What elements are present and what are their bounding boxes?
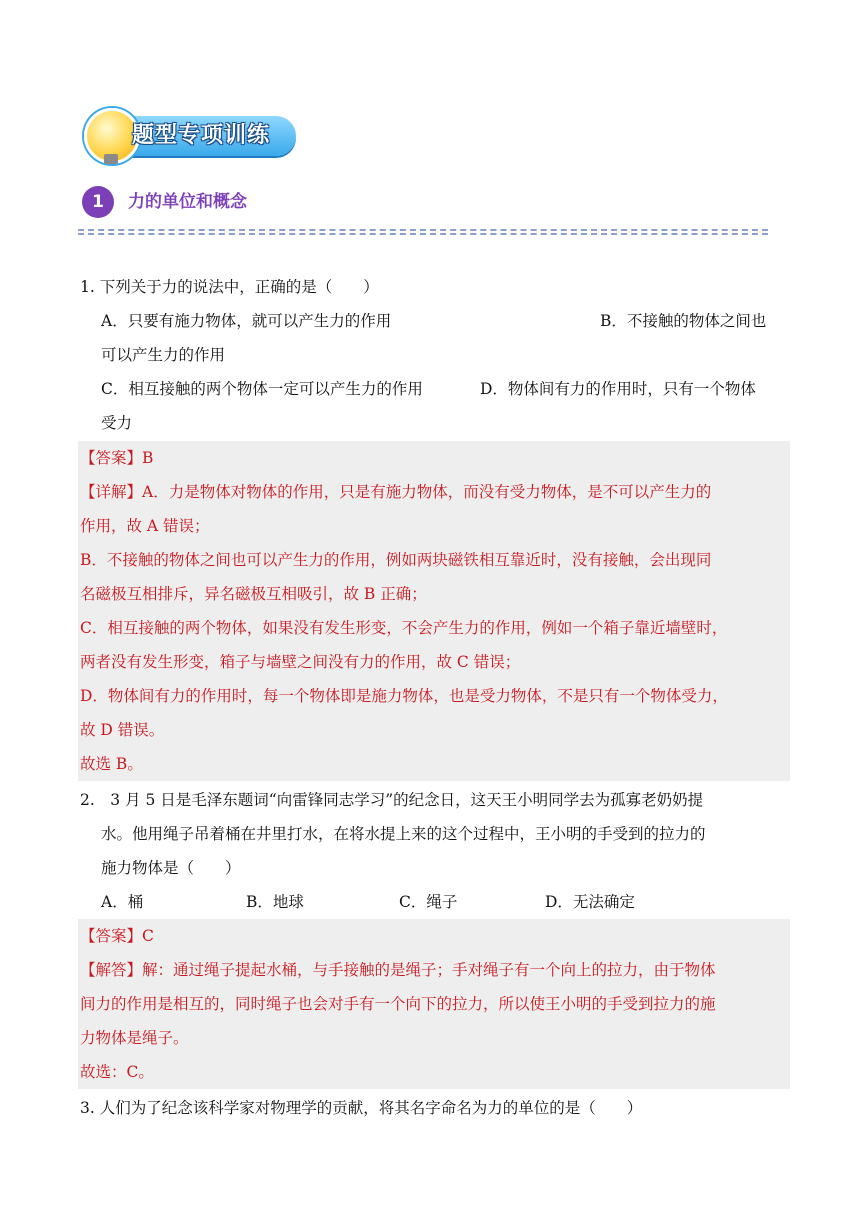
q2-option-b: B．地球	[246, 893, 304, 911]
q1-detail-line-3: B．不接触的物体之间也可以产生力的作用，例如两块磁铁相互靠近时，没有接触，会出现同	[80, 551, 712, 569]
q1-detail-line-5: C．相互接触的两个物体，如果没有发生形变，不会产生力的作用，例如一个箱子靠近墙壁时，	[80, 619, 728, 637]
q1-detail-line-6: 两者没有发生形变，箱子与墙壁之间没有力的作用，故 C 错误；	[80, 653, 521, 671]
lightbulb-base-icon	[104, 154, 118, 164]
q2-stem-2: 水。他用绳子吊着桶在井里打水，在将水提上来的这个过程中，王小明的手受到的拉力的	[101, 825, 706, 843]
q1-option-b: B．不接触的物体之间也	[600, 312, 767, 330]
q2-option-d: D．无法确定	[545, 893, 635, 911]
q2-detail-line-1	[80, 958, 716, 982]
q2-detail-text-1: 解：通过绳子提起水桶，与手接触的是绳子；手对绳子有一个向上的拉力，由于物体	[142, 961, 716, 979]
q2-detail-line-3: 力物体是绳子。	[80, 1029, 189, 1047]
section-banner	[84, 108, 298, 164]
q2-detail-tag: 【解答】	[80, 961, 143, 979]
q2-answer-line	[80, 924, 154, 948]
q1-option-c: C．相互接触的两个物体一定可以产生力的作用	[101, 380, 423, 398]
q1-detail-line-4: 名磁极互相排斥，异名磁极互相吸引，故 B 正确；	[80, 585, 427, 603]
q1-answer-line	[80, 446, 153, 470]
q1-detail-line-2: 作用，故 A 错误；	[80, 517, 210, 535]
q1-option-d-cont: 受力	[101, 414, 133, 432]
divider-bottom	[78, 233, 768, 235]
q1-detail-line-7: D．物体间有力的作用时，每一个物体即是施力物体，也是受力物体，不是只有一个物体受力，	[80, 687, 728, 705]
q1-answer-value: B	[142, 449, 154, 467]
q1-option-b-cont: 可以产生力的作用	[101, 346, 226, 364]
q1-detail-line-9: 故选 B。	[80, 755, 143, 773]
q2-detail-line-4: 故选：C。	[80, 1063, 154, 1081]
q3-stem: 3. 人们为了纪念该科学家对物理学的贡献，将其名字命名为力的单位的是（ ）	[80, 1099, 643, 1117]
q2-stem-1: 2. 3 月 5 日是毛泽东题词“向雷锋同志学习”的纪念日，这天王小明同学去为孤寡老奶奶提	[80, 791, 704, 809]
q2-detail-line-2: 间力的作用是相互的，同时绳子也会对手有一个向下的拉力，所以使王小明的手受到拉力的施	[80, 995, 716, 1013]
divider-top	[78, 229, 768, 231]
q2-stem-3: 施力物体是（ ）	[101, 859, 241, 877]
q1-option-d: D．物体间有力的作用时，只有一个物体	[480, 380, 756, 398]
q1-detail-line-1	[80, 480, 711, 504]
q2-answer-value: C	[142, 927, 154, 945]
q1-stem: 1. 下列关于力的说法中，正确的是（ ）	[80, 278, 379, 296]
banner-title: 题型专项训练	[132, 123, 271, 148]
q1-detail-tag: 【详解】	[80, 483, 143, 501]
q1-answer-tag: 【答案】	[80, 449, 143, 467]
section-number-badge: 1	[82, 186, 114, 218]
q1-detail-line-8: 故 D 错误。	[80, 721, 165, 739]
q2-answer-tag: 【答案】	[80, 927, 143, 945]
section-title: 力的单位和概念	[128, 192, 247, 212]
q1-detail-text-1: A．力是物体对物体的作用，只是有施力物体，而没有受力物体，是不可以产生力的	[142, 483, 712, 501]
q1-option-a: A．只要有施力物体，就可以产生力的作用	[101, 312, 392, 330]
q2-option-c: C．绳子	[399, 893, 458, 911]
q2-option-a: A．桶	[101, 893, 144, 911]
